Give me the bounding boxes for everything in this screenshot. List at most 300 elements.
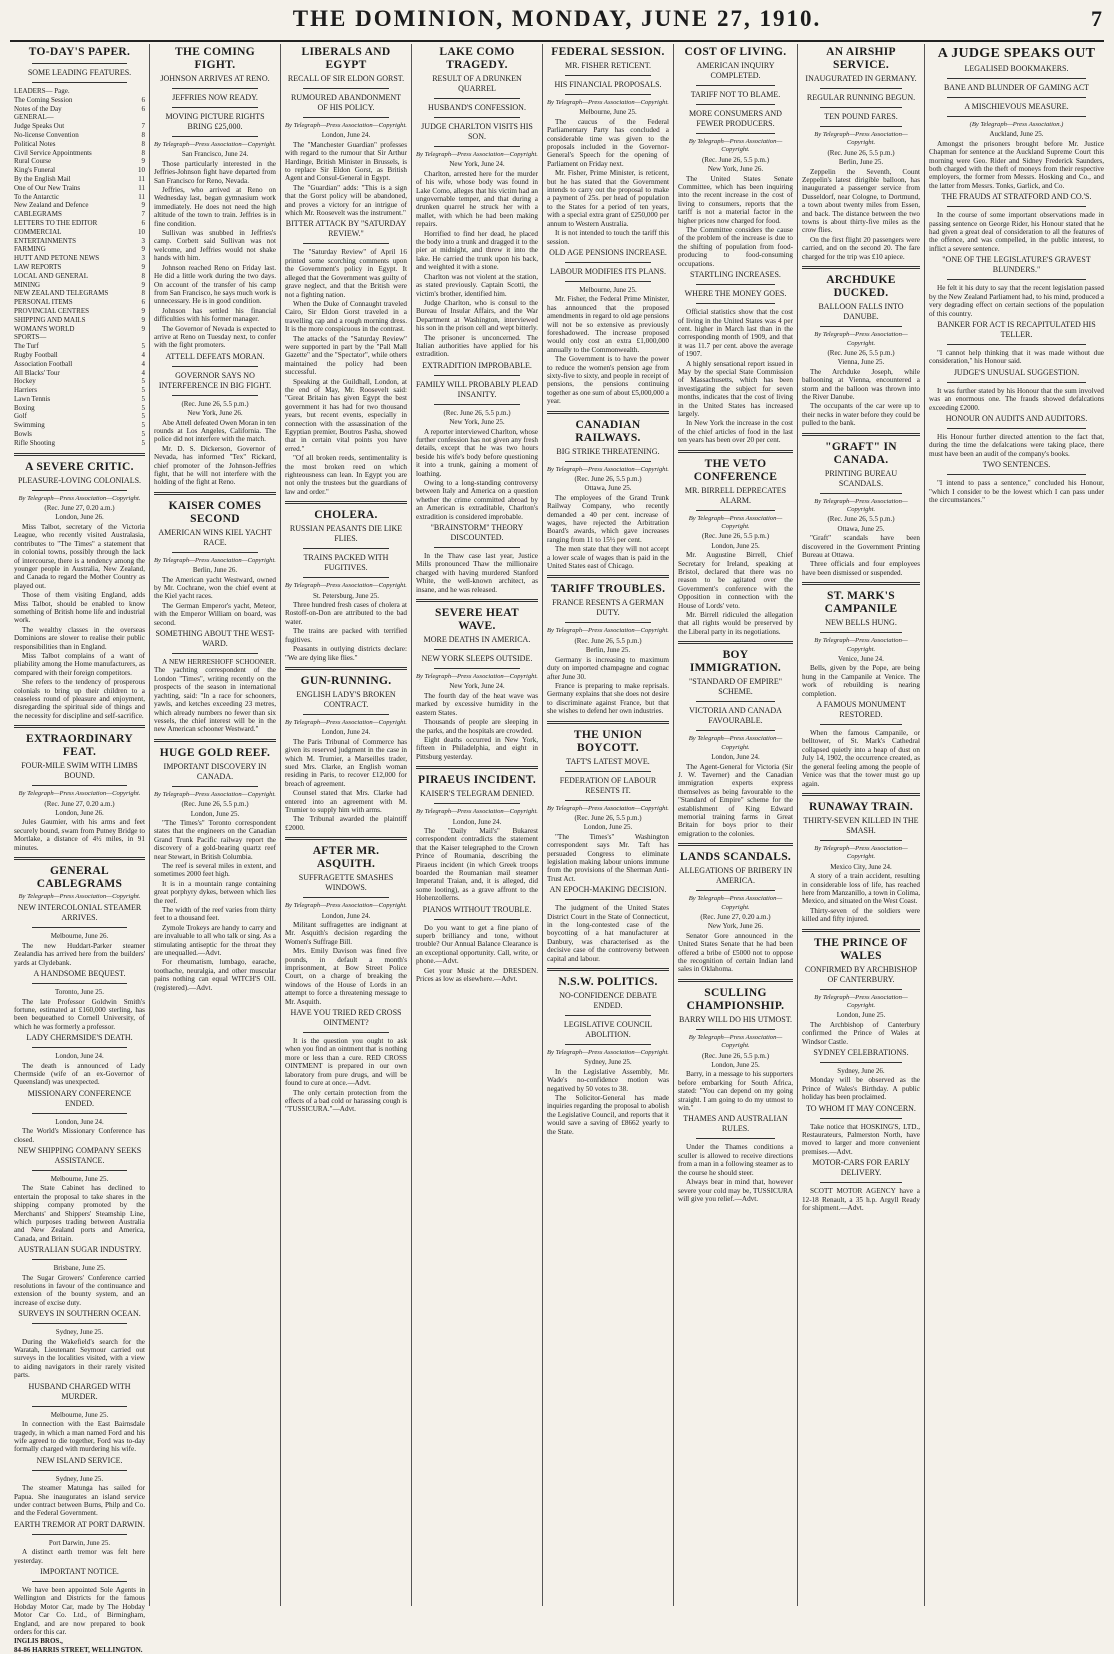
contents-row [14, 175, 145, 184]
subheading: A FAMOUS MONUMENT RESTORED. [816, 700, 906, 720]
article-paragraph: Eight deaths occurred in New York, fifteen in Philadelphia, and eight in Pittsburg yesterday. [416, 735, 538, 761]
contents-row [14, 96, 145, 105]
contents-label: No-license Convention [14, 130, 79, 139]
article-paragraph: The Archbishop of Canterbury confirmed the Prince of Wales at Windsor Castle. [802, 1020, 920, 1046]
contents-page: 9 [141, 245, 145, 254]
article-paragraph: The Solicitor-General has made inquiries regarding the proposal to abolish the Legislative Council, and reports that it would save a saving of £8662 yearly to the State. [547, 1094, 669, 1136]
article-paragraph: Judge Charlton, who is consul to the Bureau of Insular Affairs, and the War Department at Washington, interviewed his son in the prison cell and wept bitterly. [416, 298, 538, 333]
page-number: 7 [1091, 6, 1102, 31]
article-paragraph: Do you want to get a fine piano of superb brilliancy and tone, without trouble? Our Annual Balance Clearance is an exceptional opportunity. Call, write, or phone.—Advt. [416, 923, 538, 966]
subheading: HIS FINANCIAL PROPOSALS. [554, 80, 662, 89]
contents-row [14, 140, 145, 149]
wire-credit: By Telegraph—Press Association—Copyright. [688, 138, 783, 154]
dateline: (Rec. June 26, 5.5 p.m.) [701, 1051, 770, 1060]
contents-label: CABLEGRAMS [14, 210, 62, 219]
article-paragraph: Jules Gaumier, with his arms and feet securely bound, swam from Putney Bridge to Mortlake, a distance of 4½ miles, in 91 minutes. [14, 818, 145, 852]
subheading-rule [565, 1015, 651, 1016]
dateline: New York, June 24. [449, 160, 505, 169]
dateline: London, June 25. [190, 809, 240, 818]
article-paragraph: Miss Talbot, secretary of the Victoria League, who recently visited Australasia, contributes to "The Times" a statement that in colonial towns, possibly through the lack of intercourse, there is a tendency among the younger people in Australia, New Zealand, and Canada to regard the Mother Country as played out. [14, 522, 145, 590]
subheading-rule [434, 375, 520, 376]
article-paragraph: A highly sensational report issued in May by the special State Commission of Massachusetts, which has been investigating the subject for seven months, indicates that the cost of living in the United States has increased largely. [678, 359, 793, 418]
contents-page: 9 [141, 157, 145, 166]
article-paragraph: In connection with the East Bairnsdale tragedy, in which a man named Ford and his wife agreed to die together, Ford was to-day formally charged with murdering his wife. [14, 1420, 145, 1454]
subheading: BANE AND BLUNDER OF GAMING ACT [943, 83, 1090, 92]
section-divider [285, 837, 407, 840]
subheading: REGULAR RUNNING BEGUN. [806, 93, 916, 102]
wire-credit: By Telegraph—Press Association—Copyright. [285, 582, 407, 590]
article-paragraph: The death is announced of Lady Chermside (wife of an ex-Governor of Queensland) was unexpected. [14, 1061, 145, 1087]
subheading-rule [947, 206, 1086, 207]
dateline: Sydney, June 26. [837, 1067, 885, 1075]
article-paragraph: Speaking at the Guildhall, London, at the end of May, Mr. Roosevelt said: "Great Britain has given Egypt the best government it has had for two thousand years, but recent events, especially in connection with the assassination of the Egyptian premier, Boutros Pasha, showed that in certain vital points you have erred." [285, 377, 407, 453]
contents-label: The Coming Session [14, 95, 73, 104]
contents-row [14, 307, 145, 316]
subheading: LEGISLATIVE COUNCIL ABOLITION. [563, 1020, 653, 1040]
section-divider [14, 453, 145, 456]
dateline: (Rec. June 26, 5.5 p.m.) [574, 813, 642, 822]
article-paragraph: Sullivan was snubbed in Jeffries's camp. Corbett said Sullivan was not welcome, and Jeffries would not shake hands with him. [154, 229, 276, 263]
subheading: WHERE THE MONEY GOES. [684, 289, 787, 299]
dateline: (Rec. June 26, 5.5 p.m.) [827, 348, 895, 357]
subheading-rule [434, 649, 520, 650]
subheading: MORE DEATHS IN AMERICA. [423, 635, 531, 645]
article-paragraph: Amongst the prisoners brought before Mr. Justice Chapman for sentence at the Auckland Supreme Court this morning were Geo. Rider and Sidney Frederick Saunders, both charged with the theft of moneys from their respective employers, the former from Messrs. Hosking and Co., and the latter from Messrs. Tonks, Garlick, and Co. [929, 139, 1104, 190]
dateline: London, June 24. [452, 817, 502, 826]
dateline: London, June 24. [55, 1052, 104, 1061]
article-paragraph: Under the Thames conditions a sculler is allowed to receive directions from a man in a following steamer as to the course he should steer. [678, 1143, 793, 1177]
subheading: ATTELL DEFEATS MORAN. [165, 351, 265, 361]
contents-label: NEW ZEALAND TELEGRAMS [14, 289, 109, 298]
article-paragraph: Mrs. Emily Davison was fined five pounds, in default a month's imprisonment, at Bow Street Police Court, on a charge of breaking the windows of the House of Lords in an attempt to force a threatening message to Mr. Asquith. [285, 947, 407, 1006]
article-paragraph: Charlton, arrested here for the murder of his wife, whose body was found in Lake Como, alleges that his victim had an ungovernable temper, and that during a drunken quarrel he struck her with a mallet, with which he had been making repairs. [416, 169, 538, 229]
article-paragraph: On the first flight 20 passengers were carried, and on the second 20. The fare charged for the trip was £10 apiece. [802, 235, 920, 261]
section-divider [678, 641, 793, 644]
contents-label: COMMERCIAL [14, 227, 62, 236]
subheading-rule [696, 730, 775, 731]
contents-page: 7 [141, 122, 145, 131]
article-paragraph: Always bear in mind that, however severe your cold may be, TUSSICURA will give you relief.—Advt. [678, 1178, 793, 1203]
subheading-rule [696, 284, 775, 285]
contents-label: GENERAL— [14, 113, 54, 122]
subheading-rule [820, 989, 902, 990]
headline: GUN-RUNNING. [300, 674, 392, 687]
article-paragraph: SCOTT MOTOR AGENCY have a 12-18 Renault, a 35 h.p. Argyll Ready for shipment.—Advt. [802, 1187, 920, 1213]
article-paragraph: Mr. D. S. Dickerson, Governor of Nevada, has informed "Tex" Rickard, chief promoter of the Johnson-Jeffries fight, that he will not interfere with the holding of the fight at Reno. [154, 444, 276, 487]
dateline: London, June 24. [321, 131, 371, 140]
contents-label: New Zealand and Defence [14, 201, 89, 210]
article-paragraph: The German Emperor's yacht, Meteor, with the Emperor William on board, was second. [154, 601, 276, 627]
subheading: JUDGE CHARLTON VISITS HIS SON. [421, 122, 533, 141]
wire-credit: By Telegraph—Press Association—Copyright. [688, 1033, 783, 1050]
article-paragraph: Official statistics show that the cost of living in the United States was 4 per cent. higher in March last than in the corresponding month of 1909, and that it was 11.7 per cent. above the average of 1907. [678, 308, 793, 359]
dateline: St. Petersburg, June 25. [313, 591, 379, 600]
subheading-rule [947, 279, 1086, 280]
headline: AFTER MR. ASQUITH. [312, 845, 380, 871]
contents-label: Bowls [14, 430, 32, 439]
subheading-rule [32, 1113, 127, 1114]
advertiser-line: INGLIS BROS., [14, 1637, 63, 1646]
article-paragraph: The wealthy classes in the overseas Dominions are slower to realise their public responsibilities than in England. [14, 625, 145, 651]
column-6 [674, 44, 798, 1606]
section-divider [802, 433, 920, 436]
headline: TO-DAY'S PAPER. [28, 46, 131, 58]
article-paragraph: In the course of some important observations made in passing sentence on George Rider, his Honour stated that he had given a great deal of consideration to all the features of the offence, and was compelled, in the public interest, to inflict a severe sentence. [929, 211, 1104, 253]
article-paragraph: The Archduke Joseph, while ballooning at Vienna, encountered a storm and the balloon was thrown into the River Danube. [802, 367, 920, 401]
dateline: (Rec. June 26, 5.5 p.m.) [701, 532, 770, 541]
contents-page: 9 [141, 262, 145, 271]
contents-page: 5 [141, 386, 145, 395]
wire-credit: By Telegraph—Press Association—Copyright. [814, 844, 908, 861]
contents-row [14, 254, 145, 263]
subheading-rule [820, 840, 902, 841]
dateline: Sydney, June 25. [55, 1328, 104, 1337]
wire-credit: By Telegraph—Press Association—Copyright. [814, 637, 908, 653]
subheading-rule [820, 107, 902, 108]
contents-page: 11 [138, 192, 145, 201]
dateline: Ottawa, June 25. [584, 484, 632, 493]
subheading-rule [303, 897, 389, 898]
contents-label: MINING [14, 280, 41, 289]
wire-credit: By Telegraph—Press Association—Copyright. [154, 790, 276, 798]
dateline: London, June 24. [321, 911, 371, 920]
subheading: VICTORIA AND CANADA FAVOURABLE. [689, 706, 782, 726]
contents-row [14, 298, 145, 307]
contents-label: To the Antarctic [14, 192, 59, 201]
article-paragraph: The Committee considers the cause of the problem of the increase is due to the shifting of population from food-producing to food-consuming occupations. [678, 226, 793, 268]
article-paragraph: The men state that they will not accept a lower scale of wages than is paid in the United States east of Chicago. [547, 545, 669, 571]
contents-page: 5 [141, 394, 145, 403]
article-paragraph: She refers to the tendency of prosperous colonials to bring up their children to a ceaseless round of pleasure and enjoyment, disregarding the spiritual side of things and the necessity for discipline and self-sacrifice. [14, 678, 145, 720]
article-paragraph: In the Legislative Assembly, Mr. Wade's no-confidence motion was negatived by 50 votes to 38. [547, 1067, 669, 1093]
subheading: LABOUR MODIFIES ITS PLANS. [549, 266, 666, 276]
article-paragraph: The occupants of the car were up to their necks in water before they could be pulled to the bank. [802, 402, 920, 428]
subheading-rule [565, 622, 651, 623]
headline: PIRAEUS INCIDENT. [418, 774, 536, 787]
subheading-rule [32, 490, 127, 491]
article-paragraph: The United States Senate Committee, which has been inquiring into the recent increase in the cost of living to consumers, reports that the tariff is not a material factor in the higher prices now charged for food. [678, 174, 793, 225]
article-paragraph: The steamer Matunga has sailed for Papua. She inaugurates an island service under contract between Burns, Philp and Co. and the Federal Government. [14, 1484, 145, 1518]
article-paragraph: The reef is several miles in extent, and sometimes 2000 feet high. [154, 861, 276, 879]
dateline: (Rec. June 27, 0.20 a.m.) [44, 504, 115, 513]
wire-credit: By Telegraph—Press Association—Copyright. [814, 131, 908, 147]
article-paragraph: In New York the increase in the cost of the chief articles of food in the last ten years has been over 20 per cent. [678, 419, 793, 445]
subheading-rule [172, 552, 258, 553]
contents-row [14, 210, 145, 219]
subheading-rule [434, 146, 520, 147]
subheading-rule [565, 75, 651, 76]
article-paragraph: "Graft" scandals have been discovered in the Government Printing Bureau at Ottawa. [802, 534, 920, 559]
wire-credit: By Telegraph—Press Association—Copyright. [154, 141, 276, 148]
subheading: NEW BELLS HUNG. [825, 618, 897, 628]
headline: AN AIRSHIP SERVICE. [826, 46, 896, 71]
article-paragraph: It is in a mountain range containing great porphyry dykes, between which lies the reef. [154, 879, 276, 905]
subheading-rule [303, 1032, 389, 1033]
contents-row [14, 316, 145, 325]
wire-credit: By Telegraph—Press Association—Copyright. [547, 99, 669, 106]
section-divider [802, 929, 920, 932]
section-divider [678, 450, 793, 453]
contents-row [14, 105, 145, 114]
article-paragraph: Charlton was not violent at the station, as stated previously. Captain Scotti, the victim's brother, identified him. [416, 272, 538, 298]
contents-row [14, 281, 145, 290]
article-paragraph: Three officials and four employees have been dismissed or suspended. [802, 560, 920, 577]
subheading: "BRAINSTORM" THEORY DISCOUNTED. [430, 523, 524, 543]
wire-credit: By Telegraph—Press Association—Copyright. [547, 627, 669, 635]
subheading-rule [32, 1259, 127, 1260]
wire-credit: By Telegraph—Press Association—Copyright. [814, 331, 908, 347]
subheading: FOUR-MILE SWIM WITH LIMBS BOUND. [21, 761, 138, 781]
subheading: A MISCHIEVOUS MEASURE. [964, 102, 1069, 111]
subheading-rule [696, 1029, 775, 1030]
subheading-rule [696, 85, 775, 86]
subheading-rule [820, 724, 902, 725]
headline: SEVERE HEAT WAVE. [435, 607, 519, 633]
subheading: LEGALISED BOOKMAKERS. [964, 64, 1069, 73]
article-paragraph: Germany is increasing to maximum duty on imported champagne and cognac after June 30. [547, 655, 669, 681]
dateline: Berlin, June 25. [838, 158, 884, 167]
dateline: San Francisco, June 24. [181, 150, 249, 159]
contents-page: 8 [141, 271, 145, 280]
section-divider [547, 968, 669, 971]
article-paragraph: France is preparing to make reprisals. Germany explains that she does not desire to discriminate against France, but that she wishes to defend her own industries. [547, 681, 669, 716]
subheading: OLD AGE PENSIONS INCREASE. [549, 247, 667, 257]
section-divider [678, 843, 793, 846]
headline: FEDERAL SESSION. [551, 46, 665, 58]
dateline: London, June 25. [583, 823, 633, 832]
contents-row [14, 439, 145, 448]
contents-page: 9 [141, 201, 145, 210]
article-paragraph: The caucus of the Federal Parliamentary Party has concluded a considerable time was given to the proposals included in the Governor-General's Speech for the opening of Parliament on Friday next. [547, 117, 669, 168]
subheading: HONOUR ON AUDITS AND AUDITORS. [945, 413, 1088, 423]
contents-page: 6 [141, 298, 145, 307]
wire-credit: By Telegraph—Press Association—Copyright. [814, 497, 908, 513]
section-divider [285, 667, 407, 670]
contents-page: 5 [141, 438, 145, 447]
subheading: TRAINS PACKED WITH FUGITIVES. [303, 553, 389, 573]
column-3 [281, 44, 412, 1606]
wire-credit: By Telegraph—Press Association—Copyright. [814, 993, 908, 1009]
article-paragraph: The Tribunal awarded the plaintiff £2000. [285, 815, 407, 832]
article-paragraph: The Government is to have the power to reduce the women's pension age from sixty-five to sixty, and people in receipt of pensions, the pensions continuing together as one sum of about £5,000,000 a year. [547, 355, 669, 406]
subheading-rule [172, 395, 258, 396]
headline: ST. MARK'S CAMPANILE [824, 590, 898, 616]
subheading: PRINTING BUREAU SCANDALS. [824, 468, 898, 488]
subheading: MR. BIRRELL DEPRECATES ALARM. [684, 485, 787, 505]
subheading-rule [820, 1182, 902, 1183]
contents-page: 10 [138, 227, 145, 236]
subheading-rule [32, 1581, 127, 1582]
wire-credit: By Telegraph—Press Association—Copyright. [547, 1049, 669, 1057]
subheading-rule [947, 382, 1086, 383]
dateline: London, June 25. [836, 1011, 886, 1020]
contents-page: 6 [141, 95, 145, 104]
article-paragraph: "I intend to pass a sentence," concluded his Honour, "which I consider to be the lowest which I can pass under the circumstances." [929, 479, 1104, 504]
subheading-rule [820, 88, 902, 89]
subheading-rule [565, 262, 651, 263]
column-7 [798, 44, 925, 1606]
subheading: HUSBAND'S CONFESSION. [428, 103, 526, 112]
subheading: NEW YORK SLEEPS OUTSIDE. [421, 654, 533, 664]
article-paragraph: Zymole Trokeys are handy to carry and are invaluable to all who talk or sing. As a stimulating antiseptic for the throat they are unequalled.—Advt. [154, 923, 276, 958]
subheading-rule [434, 404, 520, 405]
section-divider [14, 725, 145, 728]
article-paragraph: Mr. Birrell ridiculed the allegation that all rights would be preserved by the Liberal party in its negotiations. [678, 611, 793, 636]
subheading: TO WHOM IT MAY CONCERN. [806, 1103, 916, 1113]
contents-page: 5 [141, 377, 145, 386]
dateline: Sydney, June 25. [55, 1474, 104, 1483]
contents-label: LETTERS TO THE EDITOR [14, 218, 98, 227]
contents-page: 5 [141, 412, 145, 421]
article-paragraph: Those of them visiting England, adds Miss Talbot, should be enabled to know something of British home life and industrial work. [14, 591, 145, 625]
contents-label: ENTERTAINMENTS [14, 236, 77, 245]
dateline: London, June 26. [55, 809, 104, 818]
subheading-rule [565, 94, 651, 95]
contents-page: 6 [141, 218, 145, 227]
subheading: NO-CONFIDENCE DEBATE ENDED. [559, 991, 657, 1011]
subheading-rule [696, 510, 775, 511]
contents-row [14, 342, 145, 351]
subheading: RUSSIAN PEASANTS DIE LIKE FLIES. [289, 524, 403, 544]
dateline: (Rec. June 27, 0.20 a.m.) [700, 912, 771, 921]
wire-credit: By Telegraph—Press Association—Copyright. [416, 673, 538, 681]
subheading-rule [434, 803, 520, 804]
article-paragraph: It is not intended to touch the tariff this session. [547, 229, 669, 246]
article-paragraph: Counsel stated that Mrs. Clarke had entered into an agreement with M. Trumier to supply him with arms. [285, 789, 407, 814]
article-paragraph: Jeffries, who arrived at Reno on Wednesday last, began gymnasium work immediately. He does not need the high altitude of the town to train. Jeffries is in fine condition. [154, 186, 276, 228]
article-paragraph: The attacks of the "Saturday Review" were supported in part by the "Pall Mall Gazette" and the "Spectator", while others maintained the policy had been successful. [285, 334, 407, 377]
subheading: AMERICAN WINS KIEL YACHT RACE. [158, 527, 272, 547]
contents-label: By the English Mail [14, 174, 71, 183]
contents-row [14, 245, 145, 254]
article-paragraph: The judgment of the United States District Court in the State of Connecticut, in the long-contested case of the boycotting of a hat manufacturer at Danbury, was characterised as the decisive case of the controversy between capital and labour. [547, 904, 669, 963]
subheading-rule [947, 116, 1086, 117]
headline: THE PRINCE OF WALES [814, 936, 908, 962]
article-paragraph: A story of a train accident, resulting in considerable loss of life, has reached here from Manzanillo, a town in Colima, Mexico, and situated on the West Coast. [802, 872, 920, 906]
headline: BOY IMMIGRATION. [689, 649, 782, 675]
subheading: EARTH TREMOR AT PORT DARWIN. [14, 1519, 145, 1529]
dateline: London, June 24. [321, 728, 371, 737]
article-paragraph: The fourth day of the heat wave was marked by excessive humidity in the eastern States. [416, 691, 538, 717]
contents-row [14, 360, 145, 369]
subheading-rule [172, 88, 258, 89]
subheading-rule [820, 1118, 902, 1119]
subheading-rule [434, 98, 520, 99]
contents-label: LEADERS— Page. [14, 87, 70, 95]
subheading: THIRTY-SEVEN KILLED IN THE SMASH. [803, 815, 919, 835]
subheading-rule [434, 547, 520, 548]
subheading: NEW INTERCOLONIAL STEAMER ARRIVES. [17, 903, 142, 923]
dateline: New York, June 26. [707, 165, 764, 174]
subheading-rule [947, 428, 1086, 429]
subheading-rule [565, 771, 651, 772]
contents-row [14, 201, 145, 210]
contents-list [14, 68, 145, 448]
contents-page: 3 [141, 254, 145, 263]
contents-label: Swimming [14, 421, 45, 430]
section-divider [547, 411, 669, 414]
subheading-rule [434, 919, 520, 920]
article-paragraph: The Sugar Growers' Conference carried resolutions in favour of the continuance and extension of the bounty system, and an increase of excise duty. [14, 1273, 145, 1307]
section-divider [547, 721, 669, 724]
article-paragraph: Take notice that HOSKING'S, LTD., Restaurateurs, Palmerston North, have moved to larger and more convenient premises.—Advt. [802, 1122, 920, 1156]
subheading: NEW ISLAND SERVICE. [36, 1455, 123, 1465]
subheading: BITTER ATTACK BY "SATURDAY REVIEW." [285, 219, 407, 239]
subheading: JEFFRIES NOW READY. [172, 93, 258, 102]
headline: SCULLING CHAMPIONSHIP. [686, 986, 785, 1012]
contents-label: Rugby Football [14, 350, 58, 359]
contents-page: 5 [141, 430, 145, 439]
article-paragraph: The Governor of Nevada is expected to arrive at Reno on Tuesday next, to confer with the fight promoters. [154, 324, 276, 350]
dateline: (Rec. June 26, 5.5 p.m.) [574, 636, 642, 645]
section-divider [154, 739, 276, 742]
dateline: Toronto, June 25. [55, 988, 104, 997]
wire-credit: By Telegraph—Press Association—Copyright. [547, 804, 669, 812]
section-divider [154, 492, 276, 495]
subheading-rule [565, 899, 651, 900]
contents-label: One of Our New Trains [14, 183, 81, 192]
dateline: Berlin, June 25. [585, 646, 631, 655]
headline: LAKE COMO TRAGEDY. [439, 46, 515, 71]
article-paragraph: Zeppelin the Seventh, Count Zeppelin's latest dirigible balloon, has inaugurated a passenger service from Dusseldorf, near Cologne, to Dortmund, a town about twenty miles from Essen, and back. The distance between the two towns is about thirty-five miles as the crow flies. [802, 167, 920, 235]
article-paragraph: Monday will be observed as the Prince of Wales's Birthday. A public holiday has been proclaimed. [802, 1076, 920, 1102]
article-paragraph: Barry, in a message to his supporters before embarking for South Africa, stated: "You can depend on my going straight. I am going to do my utmost to win." [678, 1070, 793, 1113]
contents-heading: SOME LEADING FEATURES. [27, 68, 132, 77]
subheading: FEDERATION OF LABOUR RESENTS IT. [559, 775, 657, 795]
advertiser-line: 84-86 HARRIS STREET, WELLINGTON. [14, 1645, 143, 1654]
contents-label: Hockey [14, 377, 36, 386]
article-paragraph: Peasants in outlying districts declare: "We are dying like flies." [285, 645, 407, 662]
article-paragraph: The employees of the Grand Trunk Railway Company, who recently demanded a 40 per cent. increase of wages, have rejected the Arbitration Board's awards, which gave increases ranging from 11 to 15½ per cent. [547, 493, 669, 544]
article-paragraph: His Honour further directed attention to the fact that, during the time the defalcations were taking place, there must have been an audit of the company's books. [929, 432, 1104, 458]
dateline: New York, June 26. [187, 409, 243, 418]
wire-credit: (By Telegraph—Press Association.) [969, 121, 1064, 128]
subheading: TEN POUND FARES. [824, 112, 898, 121]
article-paragraph: The Agent-General for Victoria (Sir J. W. Taverner) and the Canadian immigration experts express themselves as being favourable to the "Standard of Empire" scheme for the establishment of King Edward memorial training farms in Great Britain for boys prior to their emigration to the colonies. [678, 762, 793, 838]
contents-row [14, 228, 145, 237]
article-paragraph: In the Thaw case last year, Justice Mills pronounced Thaw the millionaire charged with having murdered Stanford White, the well-known architect, as insane, and he was released. [416, 552, 538, 594]
subheading: KAISER'S TELEGRAM DENIED. [420, 789, 534, 799]
subheading-rule [696, 890, 775, 891]
contents-row [14, 237, 145, 246]
subheading-rule [32, 1470, 127, 1471]
headline: HUGE GOLD REEF. [159, 746, 271, 759]
headline: ARCHDUKE DUCKED. [826, 274, 896, 300]
subheading-rule [32, 983, 127, 984]
subheading: MOTOR-CARS FOR EARLY DELIVERY. [812, 1158, 910, 1178]
masthead [10, 4, 1104, 42]
subheading-rule [32, 1047, 127, 1048]
article-paragraph: The American yacht Westward, owned by Mr. Cochrane, won the chief event at the Kiel yacht races. [154, 575, 276, 601]
contents-row [14, 149, 145, 158]
contents-page: 8 [141, 148, 145, 157]
contents-label: PERSONAL ITEMS [14, 298, 73, 307]
contents-label: Association Football [14, 359, 73, 368]
article-paragraph: We have been appointed Sole Agents in Wellington and Districts for the famous Hobday Motor Car, made by The Hobday Motor Car Co. Ltd., of Birmingham, England, and are now prepared to book orders for this car. [14, 1585, 145, 1637]
contents-row [14, 157, 145, 166]
subheading-rule [434, 668, 520, 669]
contents-page: 8 [141, 139, 145, 148]
headline: LANDS SCANDALS. [679, 851, 792, 864]
subheading-rule [434, 117, 520, 118]
section-divider [285, 501, 407, 504]
subheading-rule [696, 1138, 775, 1139]
newspaper-title: THE DOMINION, MONDAY, JUNE 27, 1910. [292, 6, 822, 31]
subheading: SUFFRAGETTE SMASHES WINDOWS. [298, 873, 394, 893]
subheading: FRANCE RESENTS A GERMAN DUTY. [552, 598, 664, 618]
dateline: Berlin, June 26. [192, 566, 238, 575]
dateline: London, June 25. [711, 1061, 760, 1070]
